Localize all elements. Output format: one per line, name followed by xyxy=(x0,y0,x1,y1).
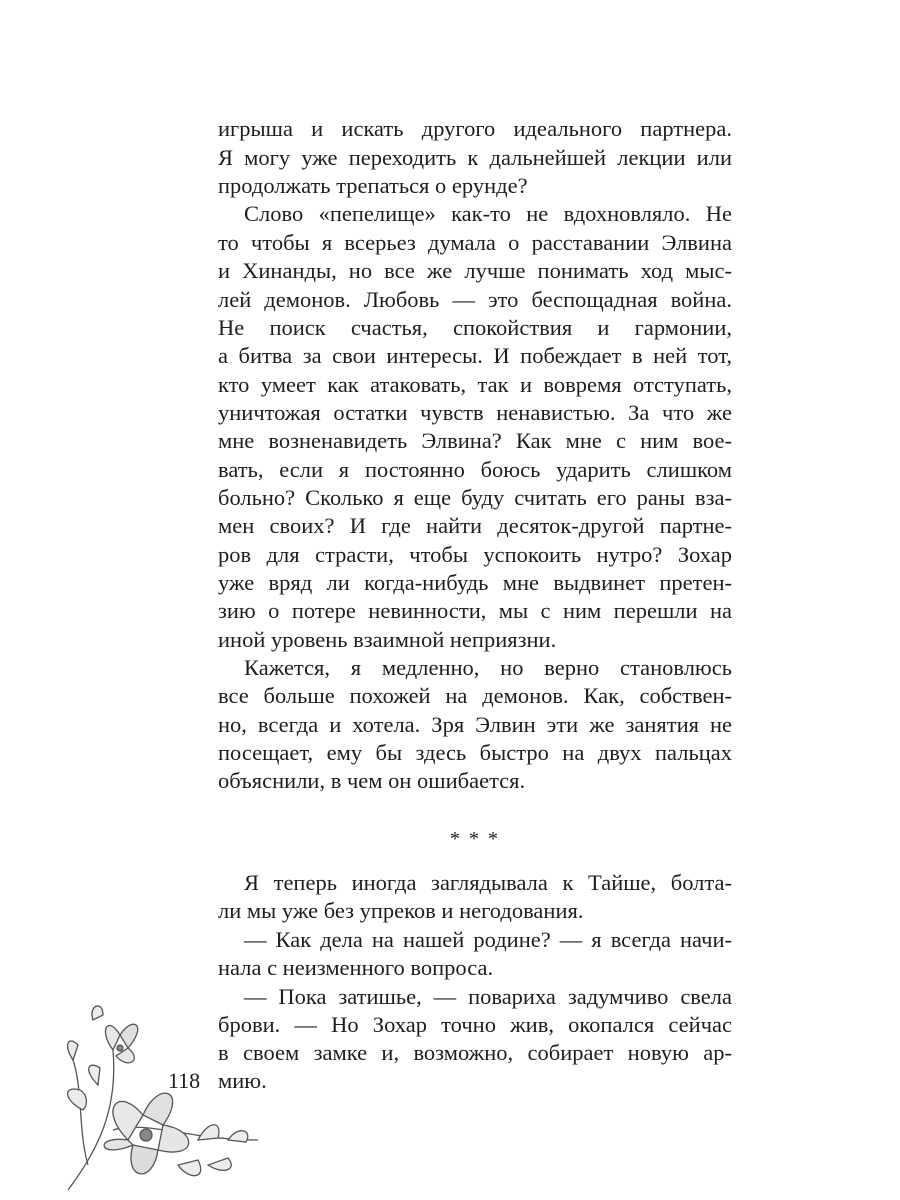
text-line: больно? Сколько я еще буду считать его раны вза- xyxy=(218,485,732,510)
text-line: брови. — Но Зохар точно жив, окопался сейчас xyxy=(218,1012,732,1037)
text-line: — Пока затишье, — повариха задумчиво свела xyxy=(244,984,732,1009)
text-line: мию. xyxy=(218,1068,267,1093)
text-line: и Хинанды, но все же лучше понимать ход мыс- xyxy=(218,258,732,283)
text-line: Не поиск счастья, спокойствия и гармонии, xyxy=(218,315,732,340)
floral-corner-ornament-icon xyxy=(58,990,268,1200)
text-line: кто умеет как атаковать, так и вовремя отступать, xyxy=(218,372,732,397)
text-line: продолжать трепаться о ерунде? xyxy=(218,173,528,198)
text-line: Кажется, я медленно, но верно становлюсь xyxy=(244,655,732,680)
page-number: 118 xyxy=(168,1068,201,1093)
section-separator: * * * xyxy=(450,828,500,850)
text-line: Слово «пепелище» как-то не вдохновляло. Не xyxy=(244,201,732,226)
text-line: ли мы уже без упреков и негодования. xyxy=(218,898,584,923)
text-line: иной уровень взаимной неприязни. xyxy=(218,627,557,652)
text-line: объяснили, в чем он ошибается. xyxy=(218,768,526,793)
text-line: Я теперь иногда заглядывала к Тайше, болта- xyxy=(244,870,732,895)
text-line: все больше похожей на демонов. Как, собствен- xyxy=(218,683,732,708)
text-line: ров для страсти, чтобы успокоить нутро? Зохар xyxy=(218,542,732,567)
text-line: зию о потере невинности, мы с ним перешли на xyxy=(218,598,732,623)
text-line: игрыша и искать другого идеального партнера. xyxy=(218,116,732,141)
text-line: но, всегда и хотела. Зря Элвин эти же занятия не xyxy=(218,712,732,737)
text-line: мне возненавидеть Элвина? Как мне с ним вое- xyxy=(218,428,732,453)
text-line: вать, если я постоянно боюсь ударить слишком xyxy=(218,457,732,482)
text-line: мен своих? И где найти десяток-другой партне- xyxy=(218,513,732,538)
text-line: уже вряд ли когда-нибудь мне выдвинет претен- xyxy=(218,570,732,595)
text-line: посещает, ему бы здесь быстро на двух пальцах xyxy=(218,740,732,765)
text-line: Я могу уже переходить к дальнейшей лекции или xyxy=(218,145,732,170)
text-line: — Как дела на нашей родине? — я всегда начи- xyxy=(244,927,732,952)
text-line: то чтобы я всерьез думала о расставании Элвина xyxy=(218,230,732,255)
text-line: а битва за свои интересы. И побеждает в ней тот, xyxy=(218,343,732,368)
text-line: нала с неизменного вопроса. xyxy=(218,955,494,980)
text-line: уничтожая остатки чувств ненавистью. За что же xyxy=(218,400,732,425)
text-line: в своем замке и, возможно, собирает новую ар- xyxy=(218,1040,732,1065)
text-line: лей демонов. Любовь — это беспощадная война. xyxy=(218,287,732,312)
